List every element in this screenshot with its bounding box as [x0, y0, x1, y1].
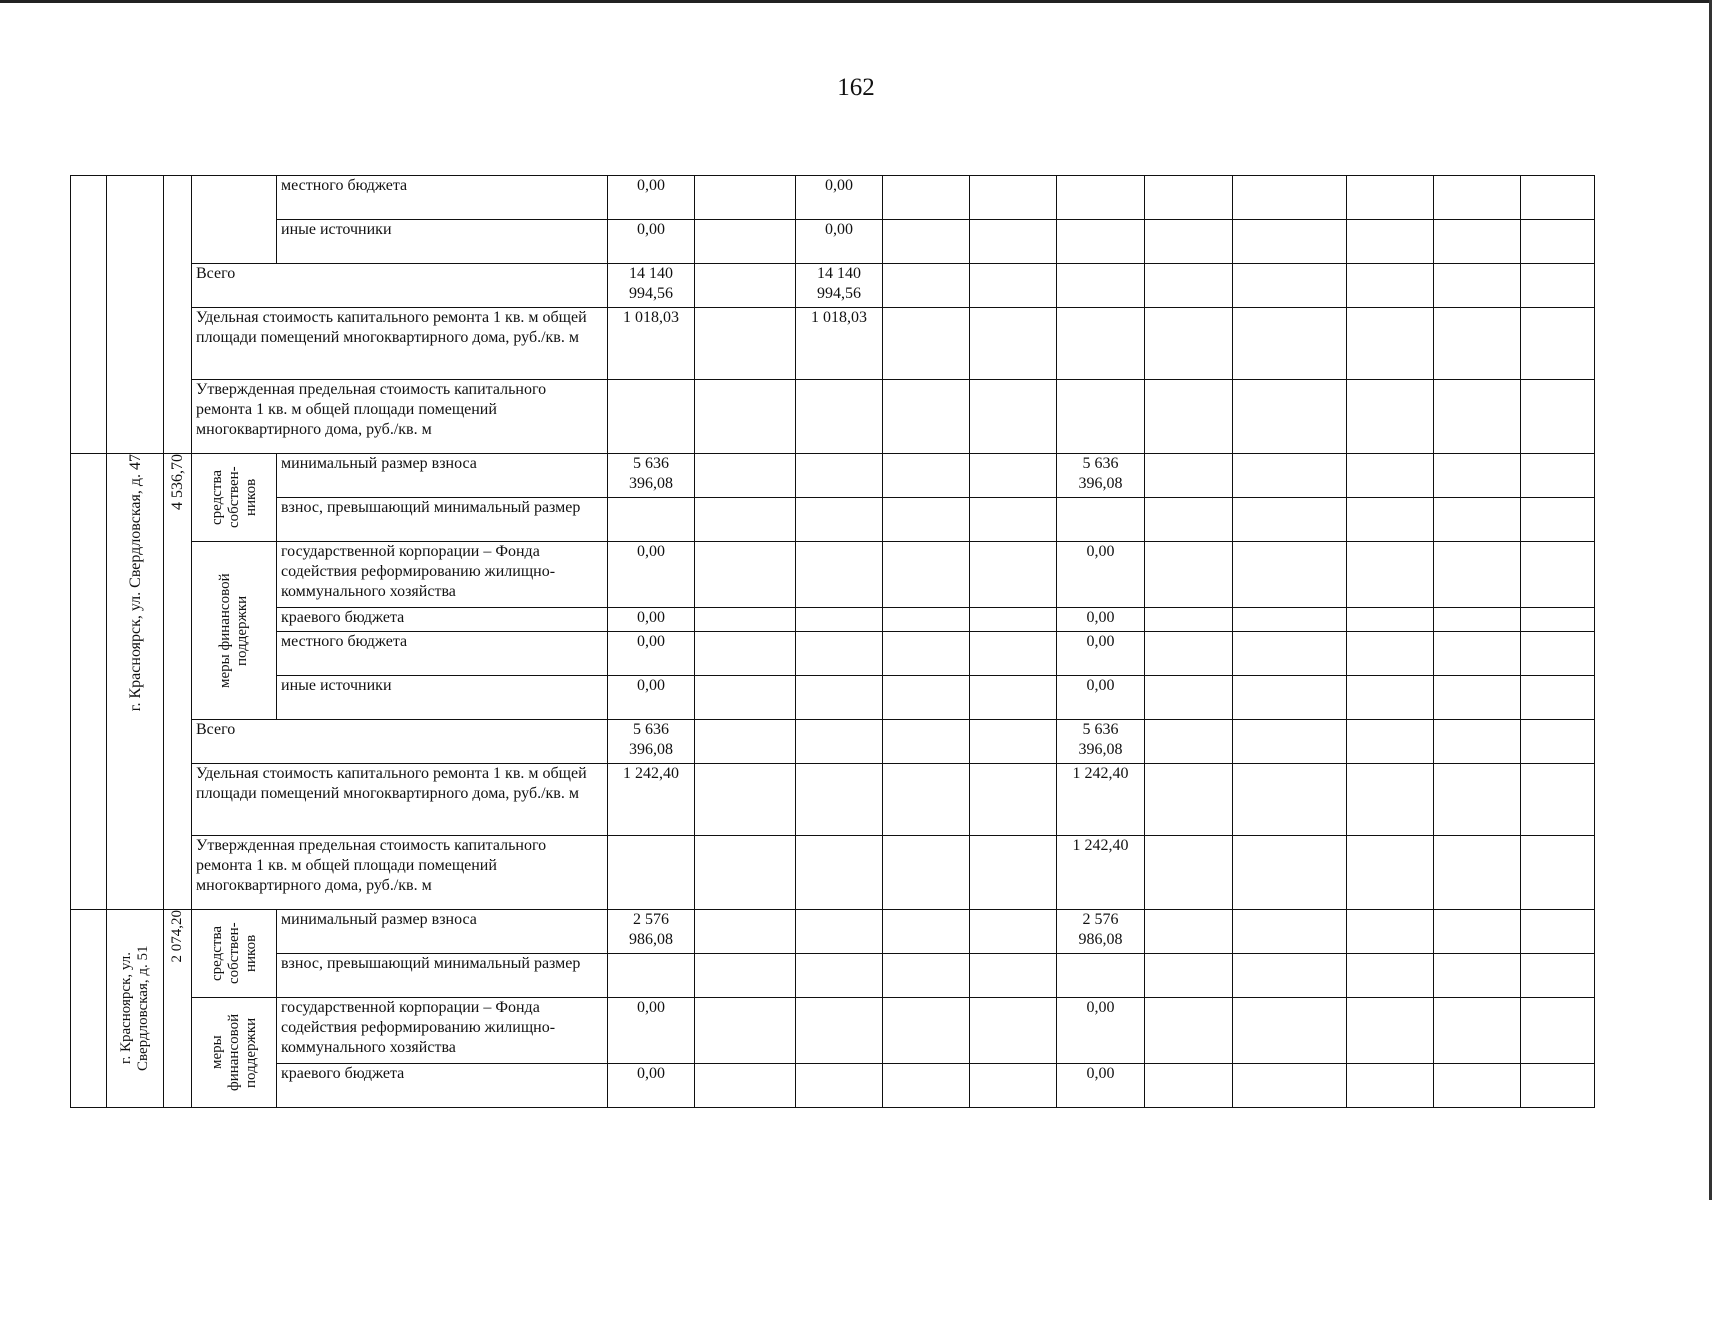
cell-empty	[1145, 836, 1233, 910]
cell-empty	[1347, 676, 1434, 720]
table-row	[71, 264, 1595, 308]
table-row	[71, 220, 1595, 264]
page-number: 162	[837, 74, 875, 101]
cell-empty	[970, 1064, 1057, 1108]
cell-empty	[970, 632, 1057, 676]
group-support-measures: меры финансовой поддержки	[208, 1013, 259, 1092]
cell-empty	[1233, 954, 1347, 998]
cell-address	[107, 910, 164, 1108]
cell-empty	[695, 632, 796, 676]
cell-empty	[970, 720, 1057, 764]
cell-empty	[1233, 632, 1347, 676]
cell-empty	[1434, 954, 1521, 998]
cell-empty	[1057, 308, 1145, 380]
cell-empty	[1434, 910, 1521, 954]
cell-empty	[1233, 498, 1347, 542]
cell-empty	[1347, 542, 1434, 608]
cell-empty	[1233, 542, 1347, 608]
cell-empty	[1347, 764, 1434, 836]
cell-empty	[695, 998, 796, 1064]
table-row	[71, 498, 1595, 542]
cell-empty	[796, 632, 883, 676]
cell-number	[71, 910, 107, 1108]
cell-empty	[695, 264, 796, 308]
cell-empty	[1521, 836, 1595, 910]
cell-empty	[608, 380, 695, 454]
table-row	[71, 764, 1595, 836]
cell-empty	[1521, 542, 1595, 608]
cell-empty	[970, 542, 1057, 608]
table-row	[71, 176, 1595, 220]
cell-empty	[883, 380, 970, 454]
table-row	[71, 454, 1595, 498]
cell-empty	[695, 308, 796, 380]
cell-empty	[1521, 608, 1595, 632]
table-row	[71, 910, 1595, 954]
cell-empty	[1434, 498, 1521, 542]
cell-empty	[1233, 836, 1347, 910]
cell-value: 1 242,40	[1057, 836, 1145, 910]
cell-empty	[1145, 176, 1233, 220]
cell-empty	[883, 764, 970, 836]
cell-empty	[608, 836, 695, 910]
cell-empty	[1233, 764, 1347, 836]
cell-empty	[695, 176, 796, 220]
cell-empty	[1347, 910, 1434, 954]
cell-empty	[1057, 498, 1145, 542]
cell-empty	[1145, 380, 1233, 454]
cell-empty	[1434, 454, 1521, 498]
table-row	[71, 836, 1595, 910]
cell-empty	[1347, 498, 1434, 542]
cell-empty	[1521, 220, 1595, 264]
cell-value: 0,00	[796, 176, 883, 220]
cell-empty	[1233, 308, 1347, 380]
cell-empty	[883, 264, 970, 308]
cell-empty	[883, 220, 970, 264]
cell-value: 1 242,40	[608, 764, 695, 836]
cell-empty	[1233, 1064, 1347, 1108]
cell-empty	[1233, 220, 1347, 264]
cell-empty	[883, 542, 970, 608]
cell-empty	[1521, 676, 1595, 720]
cell-empty	[1145, 720, 1233, 764]
cell-empty	[1434, 380, 1521, 454]
group-owners-funds: средства собствен-ников	[208, 922, 259, 985]
cell-empty	[695, 542, 796, 608]
cell-empty	[1347, 836, 1434, 910]
cell-empty	[1521, 498, 1595, 542]
cell-empty	[1145, 264, 1233, 308]
cell-value: 0,00	[608, 608, 695, 632]
cell-empty	[1434, 608, 1521, 632]
cell-group-support	[192, 998, 277, 1108]
cell-group-owners	[192, 454, 277, 542]
cell-empty	[695, 954, 796, 998]
cell-empty	[1521, 720, 1595, 764]
table-row	[71, 632, 1595, 676]
cell-empty	[1347, 454, 1434, 498]
repair-cost-table	[70, 175, 1595, 1108]
cell-value: 0,00	[1057, 1064, 1145, 1108]
building-area: 2 074,20	[169, 910, 185, 963]
row-label-other-sources: иные источники	[277, 220, 608, 264]
cell-empty	[970, 454, 1057, 498]
cell-empty	[1521, 998, 1595, 1064]
cell-empty	[1057, 220, 1145, 264]
row-label-approved-limit: Утвержденная предельная стоимость капитального ремонта 1 кв. м общей площади помещений многоквартирного дома, руб./кв. м	[192, 836, 608, 910]
cell-empty	[1521, 764, 1595, 836]
cell-empty	[695, 454, 796, 498]
table-row	[71, 608, 1595, 632]
cell-empty	[1347, 632, 1434, 676]
row-label-state-corp: государственной корпорации – Фонда содействия реформированию жилищно-коммунального хозяйства	[277, 998, 608, 1064]
cell-group-support	[192, 542, 277, 720]
cell-value: 5 636 396,08	[608, 454, 695, 498]
cell-empty	[883, 910, 970, 954]
cell-empty	[970, 308, 1057, 380]
cell-empty	[796, 1064, 883, 1108]
cell-empty	[695, 1064, 796, 1108]
cell-empty	[883, 1064, 970, 1108]
cell-empty	[1347, 176, 1434, 220]
cell-empty	[1521, 176, 1595, 220]
cell-empty	[1434, 1064, 1521, 1108]
row-label-over-min: взнос, превышающий минимальный размер	[277, 498, 608, 542]
row-label-local-budget: местного бюджета	[277, 632, 608, 676]
cell-value: 0,00	[1057, 608, 1145, 632]
cell-empty	[970, 954, 1057, 998]
cell-value: 0,00	[1057, 998, 1145, 1064]
group-support-measures: меры финансовой поддержки	[217, 573, 250, 688]
cell-empty	[1434, 632, 1521, 676]
cell-empty	[695, 910, 796, 954]
cell-empty	[1521, 264, 1595, 308]
cell-empty	[1434, 542, 1521, 608]
cell-empty	[1057, 176, 1145, 220]
cell-empty	[970, 498, 1057, 542]
cell-empty	[1434, 220, 1521, 264]
cell-empty	[970, 998, 1057, 1064]
cell-empty	[1145, 998, 1233, 1064]
cell-empty	[1145, 954, 1233, 998]
cell-value: 0,00	[1057, 676, 1145, 720]
building-address: г. Красноярск, ул. Свердловская, д. 47	[126, 454, 144, 712]
row-label-regional-budget: краевого бюджета	[277, 1064, 608, 1108]
cell-empty	[695, 498, 796, 542]
row-label-min-contribution: минимальный размер взноса	[277, 454, 608, 498]
cell-empty	[695, 836, 796, 910]
cell-empty	[970, 608, 1057, 632]
cell-value: 0,00	[608, 998, 695, 1064]
cell-empty	[796, 720, 883, 764]
cell-empty	[970, 264, 1057, 308]
cell-value: 1 018,03	[608, 308, 695, 380]
cell-empty	[1145, 454, 1233, 498]
row-label-total: Всего	[192, 720, 608, 764]
cell-empty	[1233, 676, 1347, 720]
cell-empty	[1347, 720, 1434, 764]
cell-empty	[1233, 176, 1347, 220]
cell-empty	[796, 380, 883, 454]
cell-empty	[1145, 1064, 1233, 1108]
cell-value: 0,00	[608, 1064, 695, 1108]
cell-empty	[1347, 954, 1434, 998]
cell-empty	[1434, 764, 1521, 836]
cell-empty	[1434, 176, 1521, 220]
cell-empty	[1233, 910, 1347, 954]
cell-area-prev	[164, 176, 192, 454]
cell-empty	[1233, 608, 1347, 632]
cell-value: 0,00	[1057, 632, 1145, 676]
cell-empty	[1233, 454, 1347, 498]
table-row	[71, 1064, 1595, 1108]
cell-empty	[796, 454, 883, 498]
cell-empty	[1521, 632, 1595, 676]
cell-empty	[883, 954, 970, 998]
cell-empty	[1347, 998, 1434, 1064]
cell-value: 5 636 396,08	[1057, 454, 1145, 498]
row-label-unit-cost: Удельная стоимость капитального ремонта 1 кв. м общей площади помещений многоквартирного дома, руб./кв. м	[192, 764, 608, 836]
cell-empty	[1057, 954, 1145, 998]
cell-empty	[1347, 264, 1434, 308]
cell-empty	[1145, 676, 1233, 720]
table-row	[71, 954, 1595, 998]
cell-empty	[1521, 454, 1595, 498]
cell-value: 5 636 396,08	[608, 720, 695, 764]
cell-value: 0,00	[608, 176, 695, 220]
cell-empty	[1434, 264, 1521, 308]
cell-empty	[883, 454, 970, 498]
cell-empty	[970, 764, 1057, 836]
cell-value: 14 140 994,56	[796, 264, 883, 308]
cell-value: 2 576 986,08	[1057, 910, 1145, 954]
cell-empty	[796, 910, 883, 954]
cell-empty	[1057, 380, 1145, 454]
cell-empty	[695, 608, 796, 632]
cell-empty	[796, 542, 883, 608]
cell-empty	[1145, 542, 1233, 608]
cell-empty	[1347, 308, 1434, 380]
cell-value: 1 242,40	[1057, 764, 1145, 836]
cell-empty	[1521, 308, 1595, 380]
cell-empty	[970, 910, 1057, 954]
cell-number	[71, 454, 107, 910]
cell-empty	[796, 836, 883, 910]
cell-value: 5 636 396,08	[1057, 720, 1145, 764]
cell-address	[107, 454, 164, 910]
cell-value: 1 018,03	[796, 308, 883, 380]
cell-value: 0,00	[608, 632, 695, 676]
cell-empty	[1434, 836, 1521, 910]
cell-group-owners	[192, 910, 277, 998]
cell-empty	[883, 308, 970, 380]
table-row	[71, 720, 1595, 764]
cell-group-prev	[192, 176, 277, 264]
cell-empty	[970, 220, 1057, 264]
cell-empty	[695, 220, 796, 264]
cell-empty	[608, 498, 695, 542]
cell-empty	[1434, 720, 1521, 764]
cell-empty	[1233, 264, 1347, 308]
cell-empty	[695, 720, 796, 764]
table-row	[71, 998, 1595, 1064]
cell-empty	[883, 676, 970, 720]
scan-top-edge	[0, 0, 1712, 3]
table-row	[71, 380, 1595, 454]
row-label-state-corp: государственной корпорации – Фонда содействия реформированию жилищно-коммунального хозяйства	[277, 542, 608, 608]
cell-empty	[970, 380, 1057, 454]
cell-empty	[1434, 676, 1521, 720]
cell-empty	[608, 954, 695, 998]
cell-empty	[796, 498, 883, 542]
row-label-total: Всего	[192, 264, 608, 308]
cell-empty	[1145, 608, 1233, 632]
building-address: г. Красноярск, ул. Свердловская, д. 51	[118, 945, 151, 1072]
table-row	[71, 542, 1595, 608]
row-label-over-min: взнос, превышающий минимальный размер	[277, 954, 608, 998]
cell-empty	[1347, 380, 1434, 454]
cell-empty	[883, 998, 970, 1064]
cell-empty	[1521, 954, 1595, 998]
cell-value: 14 140 994,56	[608, 264, 695, 308]
row-label-min-contribution: минимальный размер взноса	[277, 910, 608, 954]
cell-empty	[1347, 608, 1434, 632]
cell-empty	[1145, 498, 1233, 542]
building-area: 4 536,70	[169, 454, 186, 510]
row-label-approved-limit: Утвержденная предельная стоимость капитального ремонта 1 кв. м общей площади помещений многоквартирного дома, руб./кв. м	[192, 380, 608, 454]
cell-area	[164, 910, 192, 1108]
table-row	[71, 676, 1595, 720]
cell-empty	[796, 998, 883, 1064]
cell-empty	[883, 836, 970, 910]
cell-value: 0,00	[608, 220, 695, 264]
cell-empty	[883, 176, 970, 220]
cell-empty	[1233, 720, 1347, 764]
cell-empty	[970, 676, 1057, 720]
cell-empty	[1347, 220, 1434, 264]
row-label-regional-budget: краевого бюджета	[277, 608, 608, 632]
cell-empty	[1145, 220, 1233, 264]
cell-value: 0,00	[608, 676, 695, 720]
cell-empty	[1145, 632, 1233, 676]
cell-empty	[1057, 264, 1145, 308]
cell-empty	[1233, 380, 1347, 454]
table-row	[71, 308, 1595, 380]
cell-empty	[1521, 910, 1595, 954]
cell-empty	[1521, 1064, 1595, 1108]
cell-empty	[1434, 308, 1521, 380]
cell-empty	[883, 608, 970, 632]
cell-empty	[695, 676, 796, 720]
cell-empty	[883, 498, 970, 542]
cell-empty	[695, 380, 796, 454]
row-label-other-sources: иные источники	[277, 676, 608, 720]
cell-value: 0,00	[796, 220, 883, 264]
cell-value: 0,00	[1057, 542, 1145, 608]
cell-empty	[883, 720, 970, 764]
cell-number-prev	[71, 176, 107, 454]
cell-empty	[1145, 308, 1233, 380]
cell-empty	[883, 632, 970, 676]
cell-empty	[1434, 998, 1521, 1064]
cell-empty	[796, 954, 883, 998]
cell-empty	[1347, 1064, 1434, 1108]
cell-empty	[1233, 998, 1347, 1064]
cell-empty	[1145, 910, 1233, 954]
cell-address-prev	[107, 176, 164, 454]
cell-empty	[1145, 764, 1233, 836]
row-label-local-budget: местного бюджета	[277, 176, 608, 220]
cell-empty	[796, 676, 883, 720]
cell-empty	[970, 836, 1057, 910]
group-owners-funds: средства собствен-ников	[208, 466, 259, 529]
cell-empty	[695, 764, 796, 836]
cell-value: 2 576 986,08	[608, 910, 695, 954]
cell-area	[164, 454, 192, 910]
cell-empty	[796, 608, 883, 632]
cell-empty	[1521, 380, 1595, 454]
cell-empty	[796, 764, 883, 836]
row-label-unit-cost: Удельная стоимость капитального ремонта 1 кв. м общей площади помещений многоквартирного дома, руб./кв. м	[192, 308, 608, 380]
cell-value: 0,00	[608, 542, 695, 608]
cell-empty	[970, 176, 1057, 220]
